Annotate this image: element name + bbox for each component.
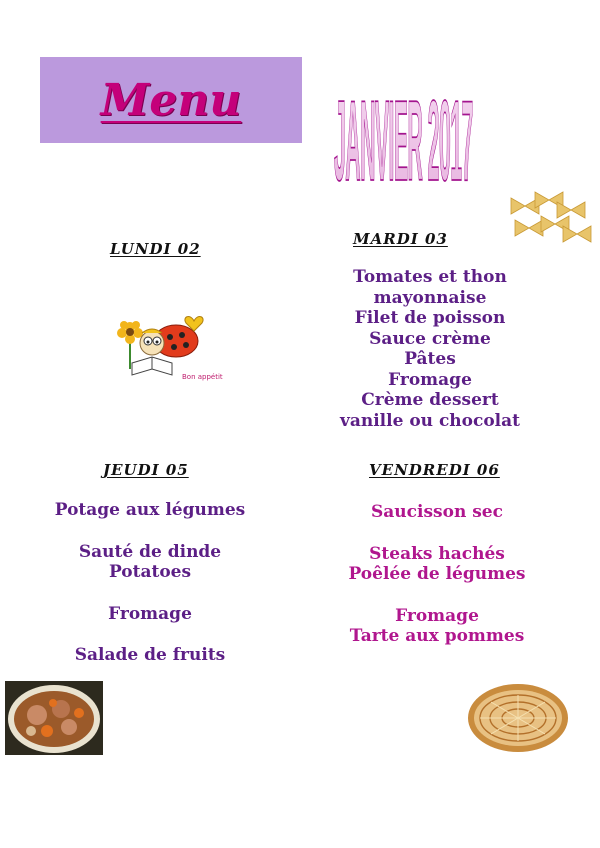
menu-item: Salade de fruits	[74, 645, 226, 665]
day-heading-lundi: LUNDI 02	[110, 240, 201, 258]
menu-item: Sauce crème	[369, 328, 491, 349]
stew-image	[5, 681, 103, 755]
menu-item: Tomates et thon	[353, 267, 507, 287]
day-heading-mardi: MARDI 03	[353, 230, 448, 248]
day-heading-vendredi: VENDREDI 06	[369, 461, 500, 479]
menu-item: Fromage	[388, 369, 472, 390]
menu-item: Sauté de dinde	[78, 541, 222, 562]
ladybug-clipart	[112, 307, 223, 387]
title-banner	[40, 57, 302, 143]
menu-item: Filet de poisson	[354, 308, 506, 328]
menu-item: Potage aux légumes	[54, 500, 246, 520]
menu-item: Fromage	[395, 605, 479, 626]
menu-item: Potatoes	[108, 562, 192, 582]
menu-item: Crème dessert	[361, 390, 499, 410]
menu-item: mayonnaise	[373, 287, 487, 308]
menu-jeudi	[40, 500, 260, 666]
menu-item: vanille ou chocolat	[339, 410, 521, 431]
menu-item: Saucisson sec	[371, 502, 503, 522]
pasta-image	[505, 186, 595, 246]
menu-item: Tarte aux pommes	[349, 626, 525, 646]
menu-mardi	[320, 267, 540, 431]
page-title: Menu	[100, 74, 242, 126]
month-wordart	[330, 62, 560, 206]
menu-item: Fromage	[108, 603, 192, 624]
ladybug-caption: Bon appétit	[182, 373, 223, 381]
menu-item: Steaks hachés	[369, 543, 505, 564]
menu-item: Pâtes	[404, 349, 456, 369]
month-text: JANVIER 2017	[334, 78, 473, 206]
menu-item: Poêlée de légumes	[348, 564, 526, 584]
menu-vendredi	[327, 502, 547, 647]
day-heading-jeudi: JEUDI 05	[103, 461, 189, 479]
apple-tart-image	[466, 680, 571, 754]
